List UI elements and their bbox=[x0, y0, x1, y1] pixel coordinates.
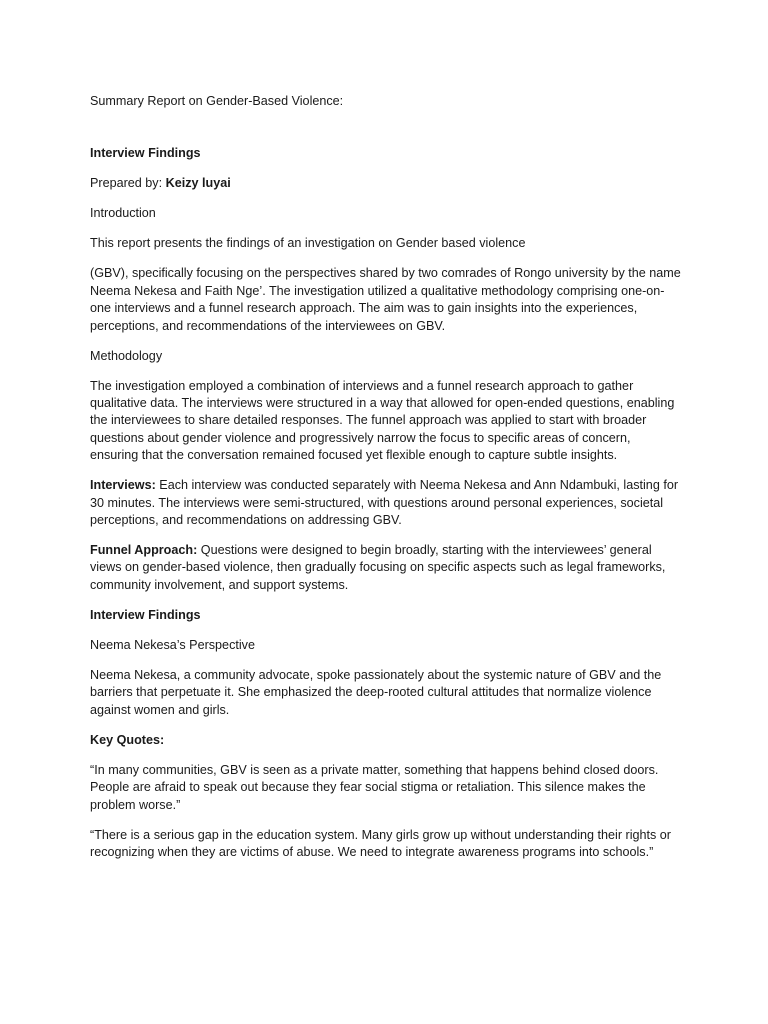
funnel-approach-paragraph bbox=[90, 542, 682, 594]
quote-2: “There is a serious gap in the education system. Many girls grow up without understanding their rights or recognizing when they are victims of abuse. We need to integrate awareness programs into schools.” bbox=[90, 827, 672, 859]
introduction-paragraph-1: This report presents the findings of an investigation on Gender based violence bbox=[90, 236, 526, 251]
funnel-approach-label: Funnel Approach: bbox=[90, 543, 198, 558]
perspective-heading: Neema Nekesa’s Perspective bbox=[90, 637, 255, 652]
interview-findings-heading-2: Interview Findings bbox=[90, 607, 201, 622]
introduction-paragraph-2: (GBV), specifically focusing on the perspectives shared by two comrades of Rongo university by the name Neema Nekesa and Faith Nge’. The investigation utilized a qualitative methodology comprising one-on-one interviews and a funnel research approach. The aim was to gain insights into the experiences, perceptions, and recommendations of the interviewees on GBV. bbox=[90, 266, 681, 333]
key-quotes-heading: Key Quotes: bbox=[90, 732, 165, 747]
interviews-text: Each interview was conducted separately with Neema Nekesa and Ann Ndambuki, lasting for 30 minutes. The interviews were semi-structured, with questions around personal experiences, societal perceptions, and recommendations on addressing GBV. bbox=[90, 478, 679, 528]
prepared-by-line bbox=[90, 175, 682, 192]
author-name: Keizy luyai bbox=[165, 176, 231, 191]
interview-findings-heading: Interview Findings bbox=[90, 146, 201, 161]
introduction-heading: Introduction bbox=[90, 206, 156, 221]
document-body bbox=[90, 93, 682, 861]
interviews-paragraph bbox=[90, 477, 682, 529]
report-title: Summary Report on Gender-Based Violence: bbox=[90, 94, 344, 108]
interviews-label: Interviews: bbox=[90, 478, 156, 493]
funnel-approach-text: Questions were designed to begin broadly, starting with the interviewees’ general views on gender-based violence, then gradually focusing on specific aspects such as legal frameworks, community involvement, and support systems. bbox=[90, 543, 666, 592]
methodology-heading: Methodology bbox=[90, 348, 163, 363]
quote-1: “In many communities, GBV is seen as a private matter, something that happens behind closed doors. People are afraid to speak out because they fear social stigma or retaliation. This silence makes the problem worse.” bbox=[90, 762, 659, 812]
methodology-paragraph: The investigation employed a combination of interviews and a funnel research approach to gather qualitative data. The interviews were structured in a way that allowed for open-ended questions, enabling the interviewees to share detailed responses. The funnel approach was applied to start with broader questions about gender violence and progressively narrow the focus to specific areas of concern, ensuring that the conversation remained focused yet flexible enough to capture subtle insights. bbox=[90, 378, 675, 463]
perspective-paragraph: Neema Nekesa, a community advocate, spoke passionately about the systemic nature of GBV and the barriers that perpetuate it. She emphasized the deep-rooted cultural attitudes that normalize violence against women and girls. bbox=[90, 667, 662, 717]
prepared-by-label: Prepared by: bbox=[90, 176, 166, 191]
